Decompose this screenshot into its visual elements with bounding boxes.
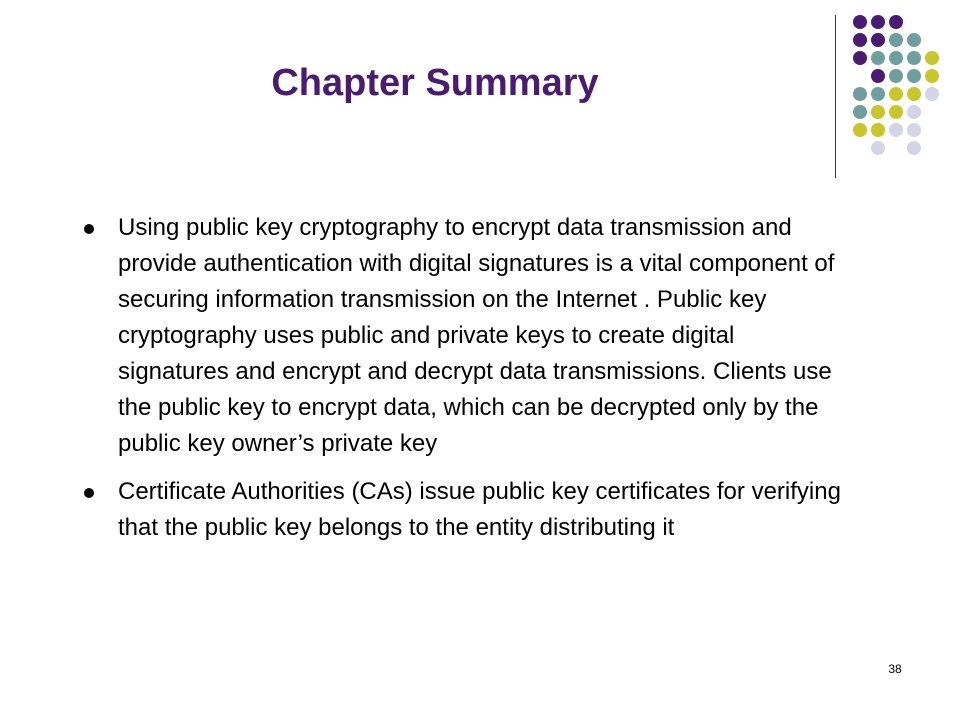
bullet-item bbox=[84, 474, 844, 546]
decorative-dot bbox=[925, 51, 939, 65]
decorative-dot bbox=[907, 123, 921, 137]
decorative-dot bbox=[907, 87, 921, 101]
decorative-dot bbox=[889, 51, 903, 65]
decorative-dot bbox=[871, 15, 885, 29]
decorative-dot bbox=[871, 69, 885, 83]
bullet-text: Using public key cryptography to encrypt data transmission and provide authentication with digital signatures is a vital component of securing information transmission on the Internet . Public key cryptography uses public and private keys to create digital signatures and encrypt and decrypt data transmissions. Clients use the public key to encrypt data, which can be decrypted only by the public key owner’s private key bbox=[118, 214, 835, 457]
decorative-dot bbox=[889, 123, 903, 137]
decorative-dot bbox=[853, 15, 867, 29]
decorative-dot bbox=[889, 69, 903, 83]
decorative-dot bbox=[871, 141, 885, 155]
decorative-dot bbox=[853, 123, 867, 137]
decorative-dot bbox=[871, 51, 885, 65]
decorative-dot bbox=[889, 15, 903, 29]
decorative-dot bbox=[853, 33, 867, 47]
decorative-dot bbox=[907, 69, 921, 83]
decorative-dot bbox=[871, 105, 885, 119]
decorative-dot bbox=[871, 33, 885, 47]
decorative-dot bbox=[907, 51, 921, 65]
decorative-dot bbox=[853, 105, 867, 119]
decorative-dot bbox=[889, 33, 903, 47]
bullet-text: Certificate Authorities (CAs) issue public key certificates for verifying that the public key belongs to the entity distributing it bbox=[118, 478, 841, 541]
slide-title: Chapter Summary bbox=[271, 62, 599, 104]
bullet-icon bbox=[84, 488, 94, 498]
decorative-dot bbox=[907, 33, 921, 47]
decorative-dot bbox=[871, 87, 885, 101]
decorative-dot bbox=[925, 87, 939, 101]
decorative-dot bbox=[853, 87, 867, 101]
page-number: 38 bbox=[888, 662, 902, 676]
title-divider-line bbox=[835, 15, 836, 178]
decorative-dot bbox=[889, 87, 903, 101]
decorative-dot bbox=[889, 105, 903, 119]
decorative-dot bbox=[907, 105, 921, 119]
decorative-dot bbox=[925, 69, 939, 83]
bullet-list bbox=[84, 210, 844, 558]
decorative-dot bbox=[907, 141, 921, 155]
bullet-item bbox=[84, 210, 844, 462]
decorative-dot bbox=[853, 51, 867, 65]
decorative-dot bbox=[871, 123, 885, 137]
bullet-icon bbox=[84, 224, 94, 234]
